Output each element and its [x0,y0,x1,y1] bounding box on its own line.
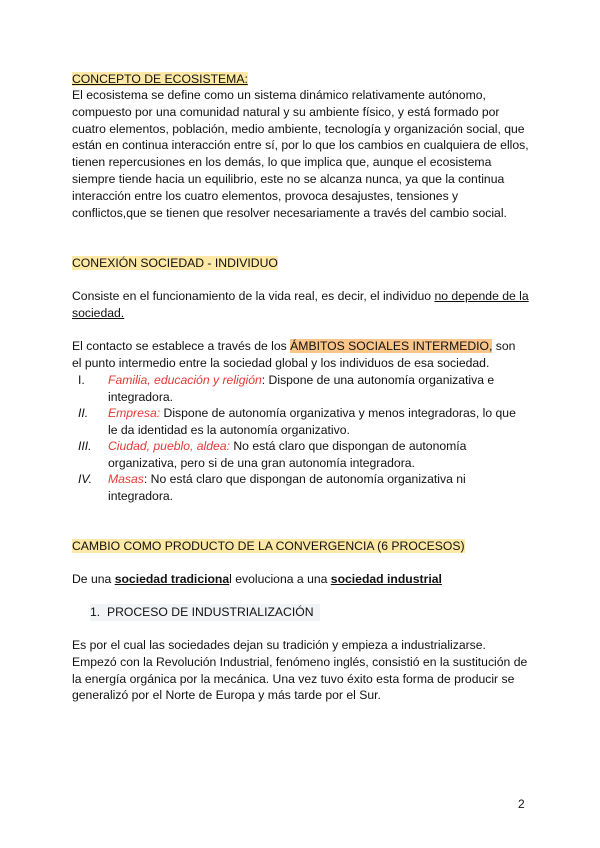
paragraph-concepto [72,87,532,221]
text-line: la energía orgánica por la mecánica. Una vez tuvo éxito esta forma de producir se [72,671,515,686]
text-line: Es por el cual las sociedades dejan su tradición y empieza a industrializarse. [72,638,486,652]
text-line [108,405,528,422]
section-heading-cambio [72,538,532,555]
text-line [72,305,532,322]
list-term: Empresa: [108,406,161,420]
paragraph-cambio-intro [72,571,532,588]
highlighted-term-ambitos: ÁMBITOS SOCIALES INTERMEDIO, [290,339,493,353]
text-line: integradora. [108,389,174,404]
text-line: tienen repercusiones en los demás, lo que implica que, aunque el ecosistema [72,155,492,170]
page-number: 2 [518,797,525,811]
text-line: conflictos,que se tienen que resolver necesariamente a través del cambio social. [72,205,507,220]
heading-concepto-ecosistema: CONCEPTO DE ECOSISTEMA: [72,72,248,86]
term-sociedad-industrial: sociedad industrial [330,572,442,586]
text-span: l evoluciona a una [229,572,331,586]
text-span: De una [72,572,115,586]
paragraph-conexion-2 [72,338,532,372]
list-item-ii [78,405,528,439]
text-line: Empezó con la Revolución Industrial, fenómeno inglés, consistió en la sustitución de [72,654,528,669]
text-line: están en continua interacción entre sí, por lo que los cambios en cualquiera de ellos, [72,138,529,153]
text-line: El ecosistema se define como un sistema dinámico relativamente autónomo, [72,88,486,102]
text-span: : Dispone de una autonomía organizativa e [261,373,495,387]
subheading-industrializacion [90,604,320,621]
section-heading-conexion [72,255,532,272]
text-line: integradora. [108,488,174,503]
text-span: : No está claro que dispongan de autonomía organizativa ni [143,472,466,486]
list-term: Ciudad, pueblo, aldea: [108,439,230,453]
text-line: siempre tiende hacia un equilibrio, este no se alcanza nunca, ya que la continua [72,171,505,186]
text-line [108,438,528,455]
subheading-number: 1. [90,605,101,619]
text-line: compuesto por una comunidad natural y su ambiente físico, y está formado por [72,104,500,119]
list-term: Familia, educación y religión [108,373,262,387]
subheading-text: PROCESO DE INDUSTRIALIZACIÓN [106,605,314,619]
term-sociedad-tradicional: sociedad tradiciona [114,572,230,586]
section-heading-concepto [72,71,532,88]
text-line: generalizó por el Norte de Europa y más tarde por el Sur. [72,688,381,703]
paragraph-conexion-1 [72,288,532,322]
text-span: Consiste en el funcionamiento de la vida real, es decir, el individuo [72,289,435,303]
list-marker: III. [78,439,92,453]
underlined-text: sociedad. [72,305,125,320]
list-marker: IV. [78,472,92,486]
heading-conexion-sociedad-individuo: CONEXIÓN SOCIEDAD - INDIVIDUO [72,256,278,270]
text-line: interacción entre los cuatro elementos, provoca desajustes, tensiones y [72,188,459,203]
text-span: Dispone de autonomía organizativa y menos integradoras, lo que [160,406,516,420]
list-term: Masas [108,472,144,486]
text-span: son [492,339,516,353]
text-line [72,338,532,355]
list-marker: II. [78,406,89,420]
list-marker: I. [78,373,85,387]
text-line: el punto intermedio entre la sociedad global y los individuos de esa sociedad. [72,355,490,370]
text-line [108,471,528,488]
text-span: No está claro que dispongan de autonomía [229,439,467,453]
heading-cambio-convergencia: CAMBIO COMO PRODUCTO DE LA CONVERGENCIA (6 PROCESOS) [72,539,465,553]
list-item-iii [78,438,528,472]
paragraph-industrializacion [72,637,532,704]
text-line: le da identidad es la autonomía organizativo. [108,422,350,437]
text-line: organizativa, pero si de una gran autonomía integradora. [108,455,415,470]
list-item-i [78,372,528,406]
list-item-iv [78,471,528,505]
underlined-text: no depende de la [434,289,529,303]
text-line: cuatro elementos, población, medio ambiente, tecnología y organización social, que [72,121,525,136]
text-line [72,288,532,305]
text-line [108,372,528,389]
text-span: El contacto se establece a través de los [72,339,291,353]
